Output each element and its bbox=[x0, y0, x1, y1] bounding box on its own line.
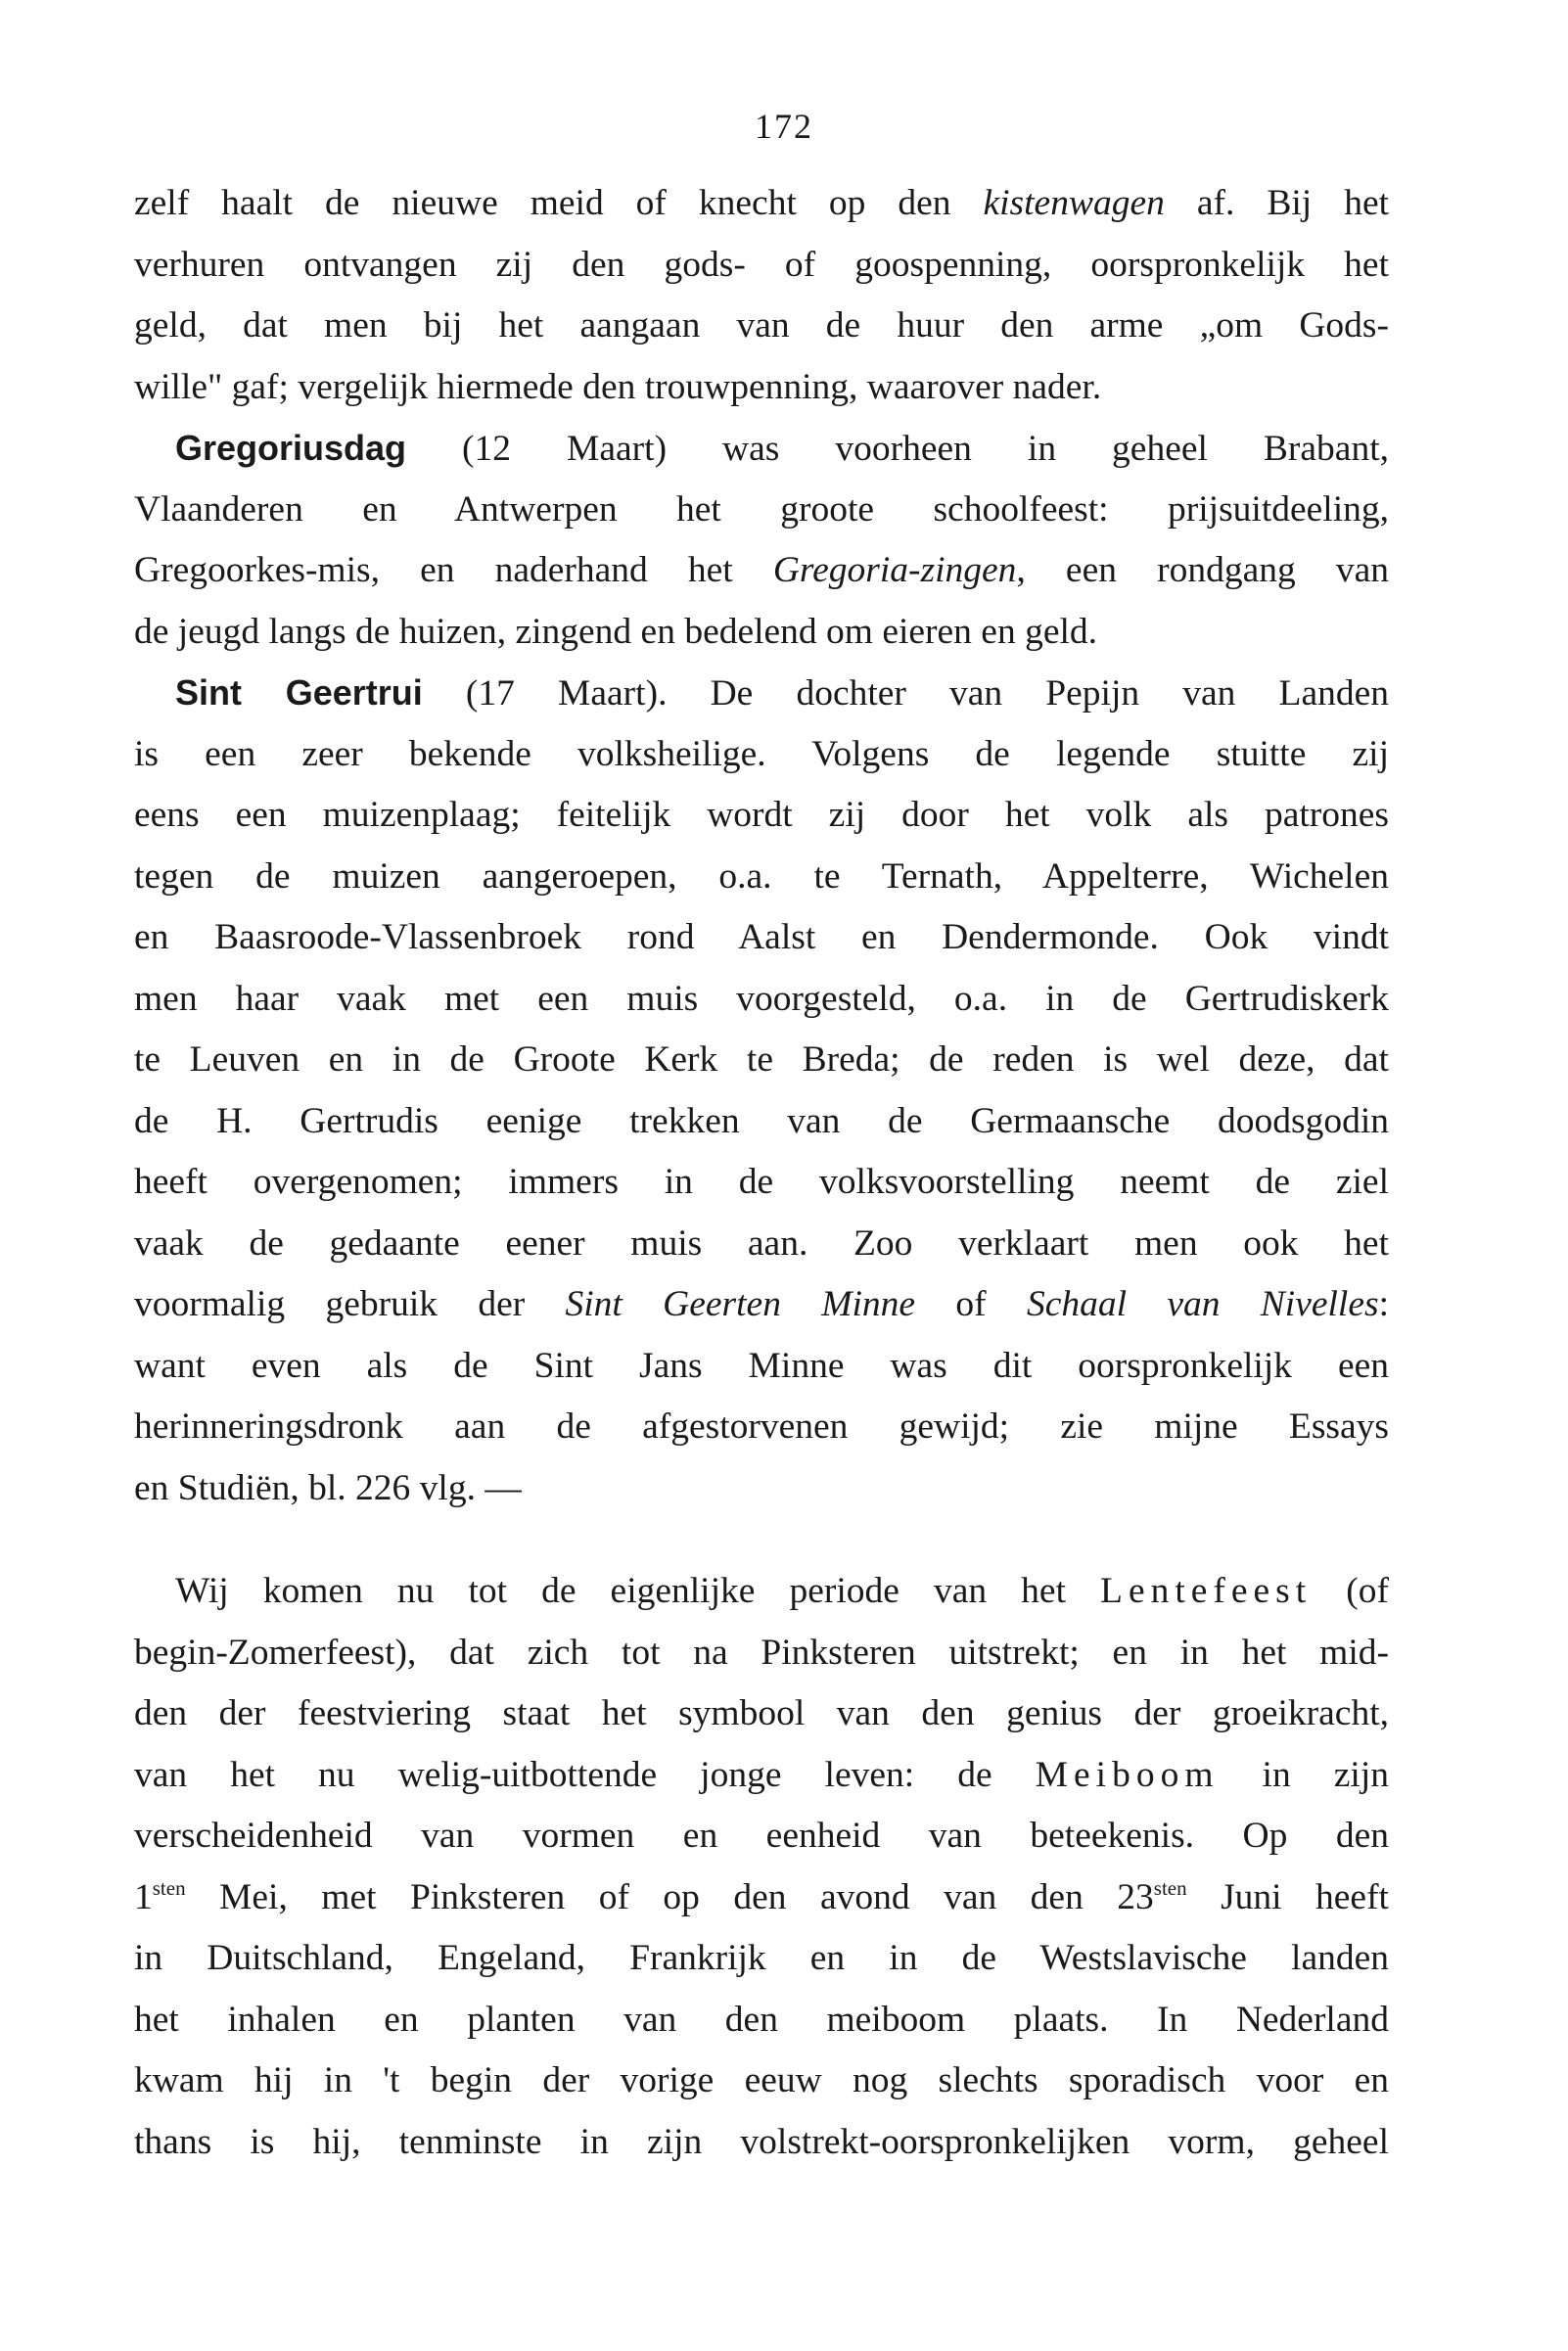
text-line: verhuren ontvangen zij den gods- of goospenning, oorspronkelijk het bbox=[134, 244, 1389, 285]
page-number: 172 bbox=[755, 107, 813, 146]
text-line: heeft overgenomen; immers in de volksvoorstelling neemt de ziel bbox=[134, 1162, 1389, 1202]
text-line: vaak de gedaante eener muis aan. Zoo verklaart men ook het bbox=[134, 1222, 1389, 1264]
text-line: in Duitschland, Engeland, Frankrijk en in de Westslavische landen bbox=[134, 1938, 1389, 1978]
text-line: $1^{sten}$ Mei, met Pinksteren of op den avond van den $23^{sten}$ Juni heeft bbox=[134, 1875, 1389, 1917]
spaced-term-meiboom: Meiboom bbox=[1035, 1754, 1220, 1795]
text-line: tegen de muizen aangeroepen, o.a. te Ternath, Appelterre, Wichelen bbox=[134, 855, 1389, 897]
text-line: en Baasroode-Vlassenbroek rond Aalst en Dendermonde. Ook vindt bbox=[134, 917, 1389, 957]
heading-gregoriusdag: Gregoriusdag bbox=[175, 428, 407, 468]
text-line: voormalig gebruik der Sint Geerten Minne of Schaal van Nivelles: bbox=[134, 1284, 1389, 1324]
text-line: den der feestviering staat het symbool van den genius der groeikracht, bbox=[134, 1693, 1389, 1733]
heading-sint-geertrui: Sint Geertrui bbox=[175, 672, 423, 713]
text-line: men haar vaak met een muis voorgesteld, o.a. in de Gertrudiskerk bbox=[134, 978, 1389, 1019]
text-line: verscheidenheid van vormen en eenheid van beteekenis. Op den bbox=[134, 1816, 1389, 1856]
text-line: wille" gaf; vergelijk hiermede den trouwpenning, waarover nader. bbox=[134, 366, 1102, 407]
text-line: Gregoorkes-mis, en naderhand het Gregoria-zingen, een rondgang van bbox=[134, 550, 1389, 590]
text-line: thans is hij, tenminste in zijn volstrekt-oorspronkelijken vorm, geheel bbox=[134, 2121, 1389, 2162]
text-line: geld, dat men bij het aangaan van de huur den arme „om Gods- bbox=[134, 305, 1389, 346]
text-line: herinneringsdronk aan de afgestorvenen gewijd; zie mijne Essays bbox=[134, 1406, 1389, 1447]
section-gregorius-geertrui bbox=[134, 173, 1389, 1519]
text-line: zelf haalt de nieuwe meid of knecht op den kistenwagen af. Bij het bbox=[134, 183, 1390, 223]
text-line: eens een muizenplaag; feitelijk wordt zij door het volk als patrones bbox=[134, 795, 1389, 835]
spaced-term-lentefeest: Lentefeest bbox=[1100, 1571, 1313, 1611]
text-line: het inhalen en planten van den meiboom plaats. In Nederland bbox=[134, 1999, 1389, 2040]
text-line: de H. Gertrudis eenige trekken van de Germaansche doodsgodin bbox=[134, 1100, 1389, 1141]
text-line: te Leuven en in de Groote Kerk te Breda; de reden is wel deze, dat bbox=[134, 1039, 1389, 1080]
text-line: Vlaanderen en Antwerpen het groote schoolfeest: prijsuitdeeling, bbox=[134, 488, 1389, 530]
text-line: van het nu welig-uitbottende jonge leven: de Meiboom in zijn bbox=[134, 1754, 1390, 1795]
text-line: de jeugd langs de huizen, zingend en bedelend om eieren en geld. bbox=[134, 611, 1098, 652]
text-line: want even als de Sint Jans Minne was dit oorspronkelijk een bbox=[134, 1345, 1389, 1386]
text-line: is een zeer bekende volksheilige. Volgens de legende stuitte zij bbox=[134, 733, 1389, 774]
text-line: Gregoriusdag (12 Maart) was voorheen in geheel Brabant, bbox=[175, 428, 1389, 469]
text-line: en Studiën, bl. 226 vlg. — bbox=[134, 1467, 522, 1508]
section-lentefeest bbox=[134, 1561, 1389, 2173]
text-line: Wij komen nu tot de eigenlijke periode van het Lentefeest (of bbox=[175, 1571, 1389, 1611]
text-line: begin-Zomerfeest), dat zich tot na Pinksteren uitstrekt; en in het mid- bbox=[134, 1632, 1389, 1673]
text-line: Sint Geertrui (17 Maart). De dochter van Pepijn van Landen bbox=[175, 672, 1389, 714]
text-line: kwam hij in 't begin der vorige eeuw nog slechts sporadisch voor en bbox=[134, 2060, 1389, 2100]
